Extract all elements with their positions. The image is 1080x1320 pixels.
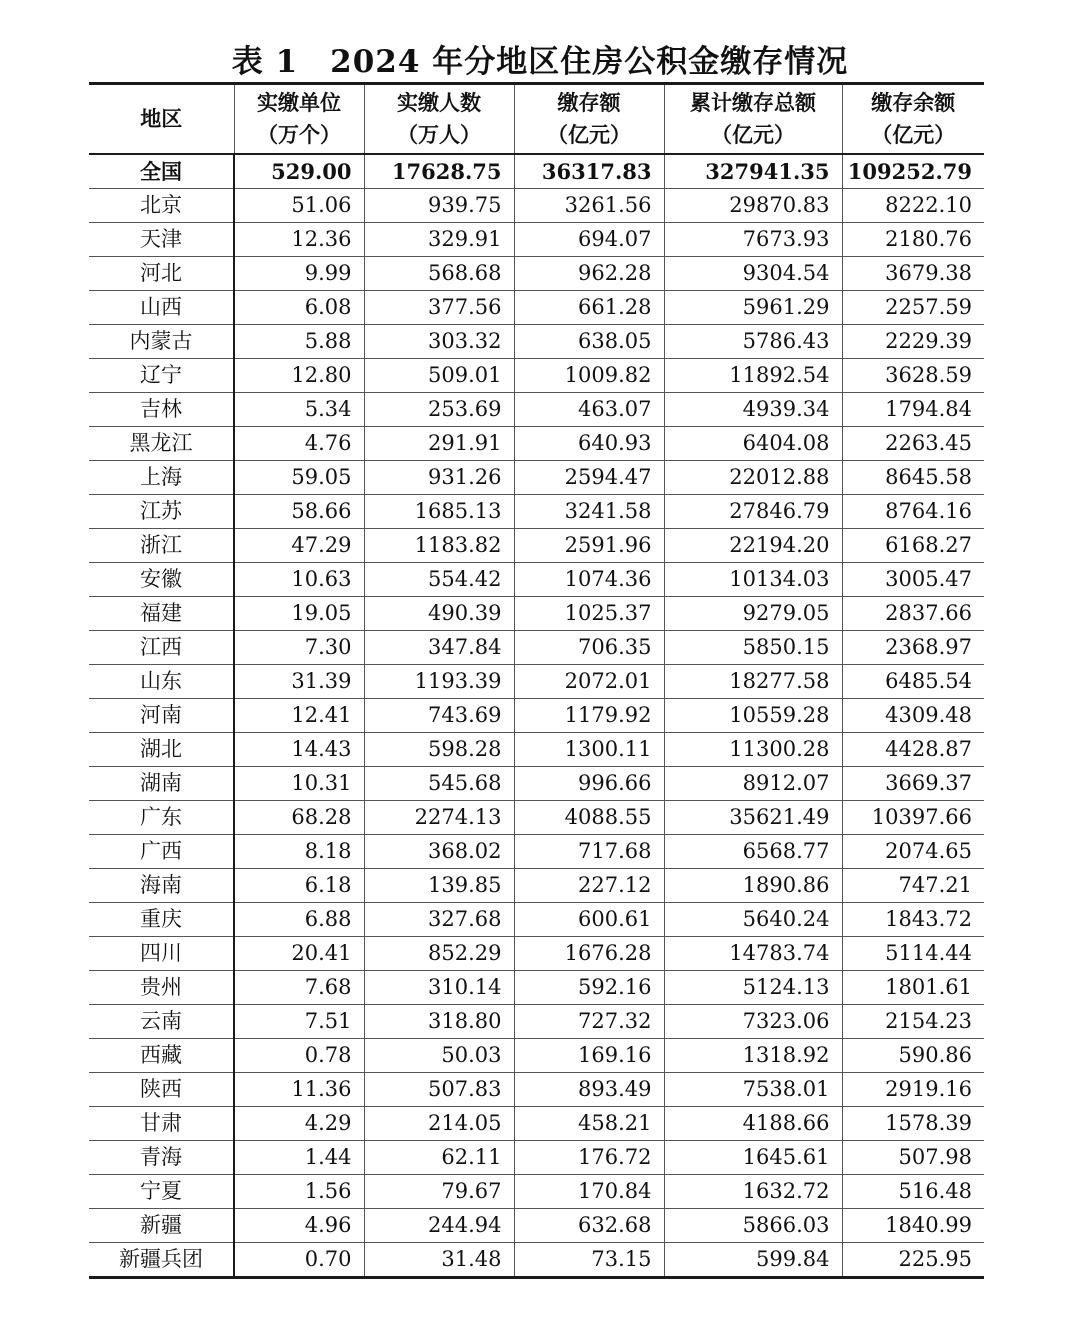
value-cell: 2154.23	[842, 1005, 984, 1039]
region-cell: 新疆兵团	[89, 1243, 234, 1278]
value-cell: 7323.06	[664, 1005, 842, 1039]
provident-fund-table	[89, 82, 984, 1279]
value-cell: 18277.58	[664, 665, 842, 699]
value-cell: 303.32	[364, 325, 514, 359]
value-cell: 59.05	[234, 461, 364, 495]
value-cell: 7538.01	[664, 1073, 842, 1107]
value-cell: 5114.44	[842, 937, 984, 971]
value-cell: 50.03	[364, 1039, 514, 1073]
value-cell: 4309.48	[842, 699, 984, 733]
value-cell: 7.68	[234, 971, 364, 1005]
value-cell: 8912.07	[664, 767, 842, 801]
value-cell: 19.05	[234, 597, 364, 631]
value-cell: 225.95	[842, 1243, 984, 1278]
value-cell: 599.84	[664, 1243, 842, 1278]
value-cell: 35621.49	[664, 801, 842, 835]
value-cell: 592.16	[514, 971, 664, 1005]
value-cell: 2274.13	[364, 801, 514, 835]
value-cell: 2837.66	[842, 597, 984, 631]
column-header-unit: （亿元）	[871, 122, 956, 147]
value-cell: 1645.61	[664, 1141, 842, 1175]
value-cell: 962.28	[514, 257, 664, 291]
region-cell: 上海	[89, 461, 234, 495]
value-cell: 291.91	[364, 427, 514, 461]
table-row	[89, 1005, 984, 1039]
table-title: 表 1 2024 年分地区住房公积金缴存情况	[231, 44, 849, 80]
value-cell: 507.98	[842, 1141, 984, 1175]
table-row	[89, 971, 984, 1005]
table-row	[89, 869, 984, 903]
value-cell: 545.68	[364, 767, 514, 801]
value-cell: 68.28	[234, 801, 364, 835]
value-cell: 14783.74	[664, 937, 842, 971]
region-cell: 山西	[89, 291, 234, 325]
table-row	[89, 563, 984, 597]
value-cell: 8645.58	[842, 461, 984, 495]
value-cell: 5866.03	[664, 1209, 842, 1243]
table-row	[89, 801, 984, 835]
value-cell: 327.68	[364, 903, 514, 937]
value-cell: 3261.56	[514, 189, 664, 223]
region-cell: 重庆	[89, 903, 234, 937]
value-cell: 5961.29	[664, 291, 842, 325]
value-cell: 6568.77	[664, 835, 842, 869]
region-cell: 陕西	[89, 1073, 234, 1107]
value-cell: 2919.16	[842, 1073, 984, 1107]
value-cell: 4.29	[234, 1107, 364, 1141]
value-cell: 170.84	[514, 1175, 664, 1209]
value-cell: 529.00	[234, 154, 364, 189]
region-cell: 贵州	[89, 971, 234, 1005]
value-cell: 554.42	[364, 563, 514, 597]
table-row	[89, 1039, 984, 1073]
value-cell: 11892.54	[664, 359, 842, 393]
value-cell: 598.28	[364, 733, 514, 767]
value-cell: 7.30	[234, 631, 364, 665]
value-cell: 22194.20	[664, 529, 842, 563]
value-cell: 717.68	[514, 835, 664, 869]
value-cell: 22012.88	[664, 461, 842, 495]
value-cell: 3669.37	[842, 767, 984, 801]
value-cell: 62.11	[364, 1141, 514, 1175]
value-cell: 36317.83	[514, 154, 664, 189]
value-cell: 5640.24	[664, 903, 842, 937]
value-cell: 1890.86	[664, 869, 842, 903]
value-cell: 5786.43	[664, 325, 842, 359]
value-cell: 5850.15	[664, 631, 842, 665]
value-cell: 227.12	[514, 869, 664, 903]
region-cell: 湖北	[89, 733, 234, 767]
region-cell: 吉林	[89, 393, 234, 427]
region-cell: 湖南	[89, 767, 234, 801]
table-row	[89, 597, 984, 631]
column-header-balance	[842, 84, 984, 155]
column-header-unit: （亿元）	[547, 122, 631, 147]
column-header-label: 地区	[140, 106, 183, 131]
value-cell: 632.68	[514, 1209, 664, 1243]
column-header-unit: （亿元）	[711, 122, 795, 147]
value-cell: 2591.96	[514, 529, 664, 563]
table-row	[89, 1141, 984, 1175]
value-cell: 9304.54	[664, 257, 842, 291]
table-row	[89, 665, 984, 699]
header-row	[89, 84, 984, 155]
value-cell: 8764.16	[842, 495, 984, 529]
value-cell: 214.05	[364, 1107, 514, 1141]
region-cell: 黑龙江	[89, 427, 234, 461]
column-header-label: 实缴人数	[397, 90, 481, 115]
region-cell: 江苏	[89, 495, 234, 529]
region-cell: 河北	[89, 257, 234, 291]
value-cell: 747.21	[842, 869, 984, 903]
value-cell: 939.75	[364, 189, 514, 223]
value-cell: 79.67	[364, 1175, 514, 1209]
table-row	[89, 767, 984, 801]
value-cell: 2074.65	[842, 835, 984, 869]
value-cell: 727.32	[514, 1005, 664, 1039]
value-cell: 1578.39	[842, 1107, 984, 1141]
value-cell: 2257.59	[842, 291, 984, 325]
value-cell: 996.66	[514, 767, 664, 801]
value-cell: 2368.97	[842, 631, 984, 665]
column-header-people	[364, 84, 514, 155]
value-cell: 20.41	[234, 937, 364, 971]
value-cell: 638.05	[514, 325, 664, 359]
region-cell: 青海	[89, 1141, 234, 1175]
value-cell: 176.72	[514, 1141, 664, 1175]
value-cell: 590.86	[842, 1039, 984, 1073]
table-row	[89, 359, 984, 393]
value-cell: 458.21	[514, 1107, 664, 1141]
value-cell: 6.88	[234, 903, 364, 937]
value-cell: 2072.01	[514, 665, 664, 699]
value-cell: 109252.79	[842, 154, 984, 189]
column-header-label: 缴存额	[557, 90, 621, 115]
region-cell: 辽宁	[89, 359, 234, 393]
value-cell: 9.99	[234, 257, 364, 291]
value-cell: 6.18	[234, 869, 364, 903]
value-cell: 47.29	[234, 529, 364, 563]
value-cell: 3679.38	[842, 257, 984, 291]
value-cell: 516.48	[842, 1175, 984, 1209]
region-cell: 山东	[89, 665, 234, 699]
column-header-label: 实缴单位	[257, 90, 341, 115]
value-cell: 4188.66	[664, 1107, 842, 1141]
value-cell: 31.39	[234, 665, 364, 699]
region-cell: 甘肃	[89, 1107, 234, 1141]
value-cell: 852.29	[364, 937, 514, 971]
value-cell: 694.07	[514, 223, 664, 257]
value-cell: 1318.92	[664, 1039, 842, 1073]
value-cell: 73.15	[514, 1243, 664, 1278]
value-cell: 3628.59	[842, 359, 984, 393]
region-cell: 河南	[89, 699, 234, 733]
value-cell: 931.26	[364, 461, 514, 495]
value-cell: 310.14	[364, 971, 514, 1005]
table-row	[89, 291, 984, 325]
table-row	[89, 699, 984, 733]
value-cell: 1843.72	[842, 903, 984, 937]
value-cell: 17628.75	[364, 154, 514, 189]
region-cell: 广西	[89, 835, 234, 869]
table-row	[89, 1209, 984, 1243]
region-cell: 福建	[89, 597, 234, 631]
value-cell: 1794.84	[842, 393, 984, 427]
table-row	[89, 529, 984, 563]
region-cell: 全国	[89, 154, 234, 189]
value-cell: 0.70	[234, 1243, 364, 1278]
region-cell: 天津	[89, 223, 234, 257]
table-header	[89, 84, 984, 155]
value-cell: 377.56	[364, 291, 514, 325]
value-cell: 4939.34	[664, 393, 842, 427]
region-cell: 宁夏	[89, 1175, 234, 1209]
region-cell: 四川	[89, 937, 234, 971]
region-cell: 北京	[89, 189, 234, 223]
table-row	[89, 1243, 984, 1278]
value-cell: 1801.61	[842, 971, 984, 1005]
value-cell: 1300.11	[514, 733, 664, 767]
table-row	[89, 631, 984, 665]
table-row	[89, 495, 984, 529]
value-cell: 1.56	[234, 1175, 364, 1209]
value-cell: 7673.93	[664, 223, 842, 257]
table-row	[89, 189, 984, 223]
value-cell: 139.85	[364, 869, 514, 903]
region-cell: 新疆	[89, 1209, 234, 1243]
column-header-deposit	[514, 84, 664, 155]
table-row	[89, 835, 984, 869]
value-cell: 10.31	[234, 767, 364, 801]
column-header-label: 缴存余额	[871, 90, 956, 115]
value-cell: 893.49	[514, 1073, 664, 1107]
value-cell: 12.36	[234, 223, 364, 257]
value-cell: 0.78	[234, 1039, 364, 1073]
region-cell: 浙江	[89, 529, 234, 563]
value-cell: 661.28	[514, 291, 664, 325]
table-row	[89, 937, 984, 971]
column-header-unit: （万人）	[397, 122, 481, 147]
table-row	[89, 1107, 984, 1141]
value-cell: 5124.13	[664, 971, 842, 1005]
value-cell: 11.36	[234, 1073, 364, 1107]
table-row	[89, 223, 984, 257]
value-cell: 5.88	[234, 325, 364, 359]
value-cell: 1840.99	[842, 1209, 984, 1243]
value-cell: 51.06	[234, 189, 364, 223]
column-header-label: 累计缴存总额	[690, 90, 816, 115]
region-cell: 云南	[89, 1005, 234, 1039]
region-cell: 安徽	[89, 563, 234, 597]
value-cell: 509.01	[364, 359, 514, 393]
value-cell: 1009.82	[514, 359, 664, 393]
region-cell: 内蒙古	[89, 325, 234, 359]
value-cell: 1183.82	[364, 529, 514, 563]
value-cell: 4.96	[234, 1209, 364, 1243]
value-cell: 12.80	[234, 359, 364, 393]
column-header-unit: （万个）	[257, 122, 341, 147]
table-row	[89, 1175, 984, 1209]
table-row	[89, 325, 984, 359]
value-cell: 1193.39	[364, 665, 514, 699]
value-cell: 490.39	[364, 597, 514, 631]
value-cell: 743.69	[364, 699, 514, 733]
value-cell: 327941.35	[664, 154, 842, 189]
value-cell: 318.80	[364, 1005, 514, 1039]
value-cell: 1685.13	[364, 495, 514, 529]
column-header-region	[89, 84, 234, 155]
value-cell: 4088.55	[514, 801, 664, 835]
value-cell: 8222.10	[842, 189, 984, 223]
value-cell: 568.68	[364, 257, 514, 291]
value-cell: 31.48	[364, 1243, 514, 1278]
value-cell: 3005.47	[842, 563, 984, 597]
value-cell: 10559.28	[664, 699, 842, 733]
value-cell: 9279.05	[664, 597, 842, 631]
value-cell: 5.34	[234, 393, 364, 427]
value-cell: 600.61	[514, 903, 664, 937]
value-cell: 1074.36	[514, 563, 664, 597]
value-cell: 1.44	[234, 1141, 364, 1175]
value-cell: 368.02	[364, 835, 514, 869]
value-cell: 11300.28	[664, 733, 842, 767]
table-row	[89, 461, 984, 495]
value-cell: 29870.83	[664, 189, 842, 223]
value-cell: 1179.92	[514, 699, 664, 733]
value-cell: 58.66	[234, 495, 364, 529]
table-row	[89, 733, 984, 767]
value-cell: 6404.08	[664, 427, 842, 461]
table-row	[89, 257, 984, 291]
table-body	[89, 154, 984, 1278]
table-row	[89, 427, 984, 461]
column-header-cumulative	[664, 84, 842, 155]
value-cell: 27846.79	[664, 495, 842, 529]
value-cell: 1632.72	[664, 1175, 842, 1209]
value-cell: 10397.66	[842, 801, 984, 835]
value-cell: 10134.03	[664, 563, 842, 597]
value-cell: 507.83	[364, 1073, 514, 1107]
region-cell: 海南	[89, 869, 234, 903]
value-cell: 329.91	[364, 223, 514, 257]
value-cell: 6168.27	[842, 529, 984, 563]
value-cell: 7.51	[234, 1005, 364, 1039]
value-cell: 2594.47	[514, 461, 664, 495]
value-cell: 2180.76	[842, 223, 984, 257]
value-cell: 2229.39	[842, 325, 984, 359]
table-row	[89, 1073, 984, 1107]
value-cell: 244.94	[364, 1209, 514, 1243]
value-cell: 2263.45	[842, 427, 984, 461]
value-cell: 6.08	[234, 291, 364, 325]
value-cell: 1676.28	[514, 937, 664, 971]
table-row	[89, 393, 984, 427]
value-cell: 14.43	[234, 733, 364, 767]
value-cell: 4.76	[234, 427, 364, 461]
value-cell: 8.18	[234, 835, 364, 869]
value-cell: 3241.58	[514, 495, 664, 529]
table-row	[89, 903, 984, 937]
value-cell: 6485.54	[842, 665, 984, 699]
value-cell: 347.84	[364, 631, 514, 665]
value-cell: 253.69	[364, 393, 514, 427]
region-cell: 广东	[89, 801, 234, 835]
region-cell: 西藏	[89, 1039, 234, 1073]
table-row-total	[89, 154, 984, 189]
region-cell: 江西	[89, 631, 234, 665]
value-cell: 1025.37	[514, 597, 664, 631]
value-cell: 169.16	[514, 1039, 664, 1073]
value-cell: 10.63	[234, 563, 364, 597]
value-cell: 463.07	[514, 393, 664, 427]
value-cell: 706.35	[514, 631, 664, 665]
value-cell: 640.93	[514, 427, 664, 461]
column-header-units	[234, 84, 364, 155]
value-cell: 12.41	[234, 699, 364, 733]
value-cell: 4428.87	[842, 733, 984, 767]
